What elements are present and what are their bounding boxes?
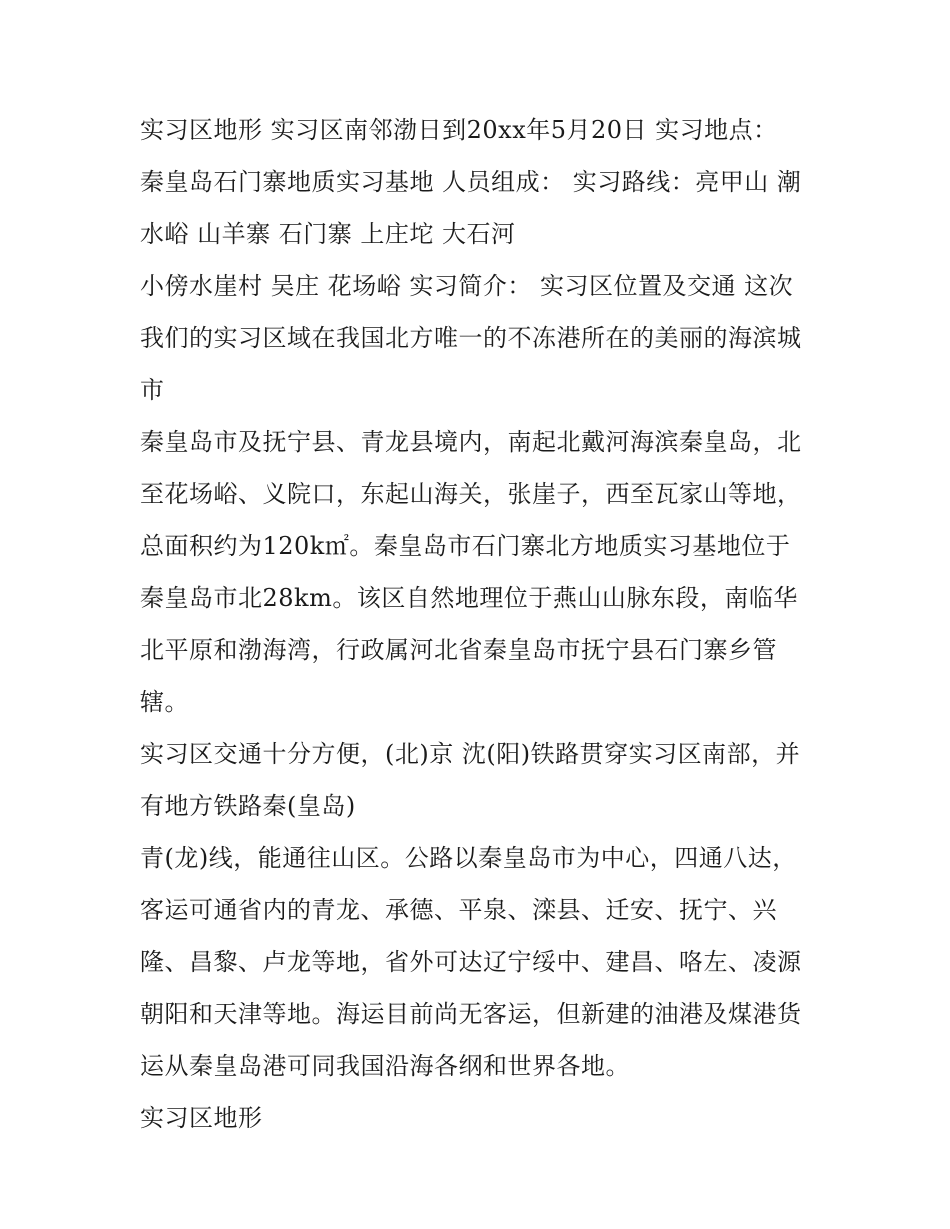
document-body <box>140 110 820 1150</box>
text-line: 隆、昌黎、卢龙等地，省外可达辽宁绥中、建昌、咯左、凌源 <box>140 948 802 976</box>
text-line: 至花场峪、义院口，东起山海关，张崖子，西至瓦家山等地， <box>140 480 802 508</box>
text-line: 实习区地形 实习区南邻渤日到20xx年5月20日 实习地点： <box>140 116 778 144</box>
text-line: 实习区交通十分方便，(北)京 沈(阳)铁路贯穿实习区南部，并 <box>140 740 801 768</box>
text-line: 客运可通省内的青龙、承德、平泉、滦县、迁安、抚宁、兴 <box>140 896 777 924</box>
text-line: 实习区地形 <box>140 1104 263 1132</box>
text-line: 运从秦皇岛港可同我国沿海各纲和世界各地。 <box>140 1052 630 1080</box>
text-line: 青(龙)线，能通往山区。公路以秦皇岛市为中心，四通八达， <box>140 844 797 872</box>
text-line: 北平原和渤海湾，行政属河北省秦皇岛市抚宁县石门寨乡管 <box>140 636 777 664</box>
text-line: 朝阳和天津等地。海运目前尚无客运，但新建的油港及煤港货 <box>140 1000 802 1028</box>
text-line: 秦皇岛市北28km。该区自然地理位于燕山山脉东段，南临华 <box>140 584 798 612</box>
text-line: 市 <box>140 376 165 404</box>
text-line: 秦皇岛石门寨地质实习基地 人员组成： 实习路线：亮甲山 潮 <box>140 168 802 196</box>
text-line: 水峪 山羊寨 石门寨 上庄坨 大石河 <box>140 220 516 248</box>
text-line: 总面积约为120k㎡。秦皇岛市石门寨北方地质实习基地位于 <box>140 532 791 560</box>
text-line: 辖。 <box>140 688 189 716</box>
text-line: 秦皇岛市及抚宁县、青龙县境内，南起北戴河海滨秦皇岛，北 <box>140 428 802 456</box>
text-line: 有地方铁路秦(皇岛) <box>140 792 356 820</box>
text-line: 我们的实习区域在我国北方唯一的不冻港所在的美丽的海滨城 <box>140 324 802 352</box>
text-line: 小傍水崖村 吴庄 花场峪 实习简介： 实习区位置及交通 这次 <box>140 272 794 300</box>
